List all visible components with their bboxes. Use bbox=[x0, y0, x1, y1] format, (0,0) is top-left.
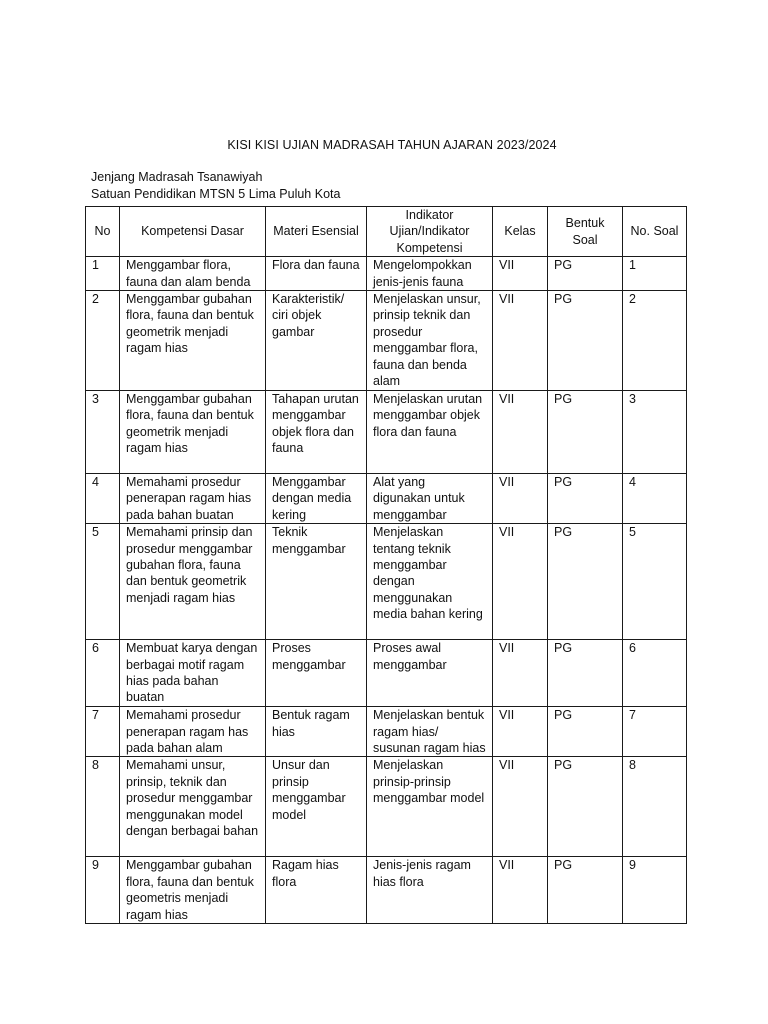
cell-no: 8 bbox=[86, 757, 120, 857]
cell-materi: Menggambar dengan media kering bbox=[266, 474, 367, 524]
jenjang-line: Jenjang Madrasah Tsanawiyah bbox=[91, 170, 263, 184]
kisi-kisi-table bbox=[85, 206, 687, 924]
cell-no-soal: 8 bbox=[623, 757, 687, 857]
cell-bentuk-soal: PG bbox=[548, 474, 623, 524]
cell-indikator: Menjelaskan urutan menggambar objek flora dan fauna bbox=[367, 391, 493, 474]
cell-kelas: VII bbox=[493, 391, 548, 474]
cell-no-soal: 4 bbox=[623, 474, 687, 524]
cell-kelas: VII bbox=[493, 757, 548, 857]
cell-materi: Flora dan fauna bbox=[266, 257, 367, 291]
cell-indikator: Menjelaskan prinsip-prinsip menggambar model bbox=[367, 757, 493, 857]
cell-materi: Teknik menggambar bbox=[266, 524, 367, 640]
cell-materi: Proses menggambar bbox=[266, 640, 367, 707]
header-kompetensi-dasar: Kompetensi Dasar bbox=[120, 207, 266, 257]
table-row bbox=[86, 707, 687, 757]
header-indikator: Indikator Ujian/Indikator Kompetensi bbox=[367, 207, 493, 257]
cell-indikator: Menjelaskan bentuk ragam hias/ susunan ragam hias bbox=[367, 707, 493, 757]
cell-no: 7 bbox=[86, 707, 120, 757]
table-header-row bbox=[86, 207, 687, 257]
cell-kompetensi-dasar: Memahami unsur, prinsip, teknik dan prosedur menggambar menggunakan model dengan berbagai bahan bbox=[120, 757, 266, 857]
cell-no-soal: 1 bbox=[623, 257, 687, 291]
cell-bentuk-soal: PG bbox=[548, 757, 623, 857]
cell-no-soal: 2 bbox=[623, 291, 687, 391]
cell-bentuk-soal: PG bbox=[548, 391, 623, 474]
cell-kompetensi-dasar: Memahami prinsip dan prosedur menggambar gubahan flora, fauna dan bentuk geometrik menjadi ragam hias bbox=[120, 524, 266, 640]
cell-kelas: VII bbox=[493, 257, 548, 291]
cell-kelas: VII bbox=[493, 857, 548, 924]
cell-kompetensi-dasar: Memahami prosedur penerapan ragam has pada bahan alam bbox=[120, 707, 266, 757]
cell-no-soal: 5 bbox=[623, 524, 687, 640]
table-row bbox=[86, 640, 687, 707]
cell-no: 4 bbox=[86, 474, 120, 524]
cell-kelas: VII bbox=[493, 291, 548, 391]
table-row bbox=[86, 257, 687, 291]
satuan-line: Satuan Pendidikan MTSN 5 Lima Puluh Kota bbox=[91, 187, 341, 201]
cell-indikator: Proses awal menggambar bbox=[367, 640, 493, 707]
table-row bbox=[86, 524, 687, 640]
cell-materi: Tahapan urutan menggambar objek flora dan fauna bbox=[266, 391, 367, 474]
cell-kompetensi-dasar: Menggambar gubahan flora, fauna dan bentuk geometrik menjadi ragam hias bbox=[120, 391, 266, 474]
cell-kelas: VII bbox=[493, 474, 548, 524]
cell-bentuk-soal: PG bbox=[548, 524, 623, 640]
header-materi-esensial: Materi Esensial bbox=[266, 207, 367, 257]
cell-materi: Ragam hias flora bbox=[266, 857, 367, 924]
cell-no: 1 bbox=[86, 257, 120, 291]
cell-no: 3 bbox=[86, 391, 120, 474]
cell-bentuk-soal: PG bbox=[548, 640, 623, 707]
cell-kompetensi-dasar: Menggambar gubahan flora, fauna dan bentuk geometrik menjadi ragam hias bbox=[120, 291, 266, 391]
header-bentuk-soal: Bentuk Soal bbox=[548, 207, 623, 257]
cell-bentuk-soal: PG bbox=[548, 857, 623, 924]
cell-materi: Unsur dan prinsip menggambar model bbox=[266, 757, 367, 857]
header-kelas: Kelas bbox=[493, 207, 548, 257]
cell-materi: Bentuk ragam hias bbox=[266, 707, 367, 757]
cell-no-soal: 6 bbox=[623, 640, 687, 707]
cell-kelas: VII bbox=[493, 707, 548, 757]
cell-bentuk-soal: PG bbox=[548, 291, 623, 391]
cell-no: 2 bbox=[86, 291, 120, 391]
cell-no: 9 bbox=[86, 857, 120, 924]
table-row bbox=[86, 857, 687, 924]
cell-no-soal: 7 bbox=[623, 707, 687, 757]
cell-materi: Karakteristik/ ciri objek gambar bbox=[266, 291, 367, 391]
cell-kompetensi-dasar: Menggambar gubahan flora, fauna dan bentuk geometris menjadi ragam hias bbox=[120, 857, 266, 924]
header-no-soal: No. Soal bbox=[623, 207, 687, 257]
table-row bbox=[86, 757, 687, 857]
cell-bentuk-soal: PG bbox=[548, 707, 623, 757]
cell-indikator: Menjelaskan tentang teknik menggambar dengan menggunakan media bahan kering bbox=[367, 524, 493, 640]
cell-indikator: Menjelaskan unsur, prinsip teknik dan prosedur menggambar flora, fauna dan benda alam bbox=[367, 291, 493, 391]
cell-indikator: Mengelompokkan jenis-jenis fauna bbox=[367, 257, 493, 291]
cell-kompetensi-dasar: Memahami prosedur penerapan ragam hias pada bahan buatan bbox=[120, 474, 266, 524]
cell-kelas: VII bbox=[493, 640, 548, 707]
cell-indikator: Alat yang digunakan untuk menggambar bbox=[367, 474, 493, 524]
table-row bbox=[86, 474, 687, 524]
cell-no-soal: 9 bbox=[623, 857, 687, 924]
cell-kompetensi-dasar: Menggambar flora, fauna dan alam benda bbox=[120, 257, 266, 291]
cell-kompetensi-dasar: Membuat karya dengan berbagai motif ragam hias pada bahan buatan bbox=[120, 640, 266, 707]
cell-indikator: Jenis-jenis ragam hias flora bbox=[367, 857, 493, 924]
header-no: No bbox=[86, 207, 120, 257]
cell-bentuk-soal: PG bbox=[548, 257, 623, 291]
cell-no-soal: 3 bbox=[623, 391, 687, 474]
cell-no: 6 bbox=[86, 640, 120, 707]
table-row bbox=[86, 391, 687, 474]
document-title: KISI KISI UJIAN MADRASAH TAHUN AJARAN 2023/2024 bbox=[227, 138, 557, 152]
cell-no: 5 bbox=[86, 524, 120, 640]
table-row bbox=[86, 291, 687, 391]
cell-kelas: VII bbox=[493, 524, 548, 640]
